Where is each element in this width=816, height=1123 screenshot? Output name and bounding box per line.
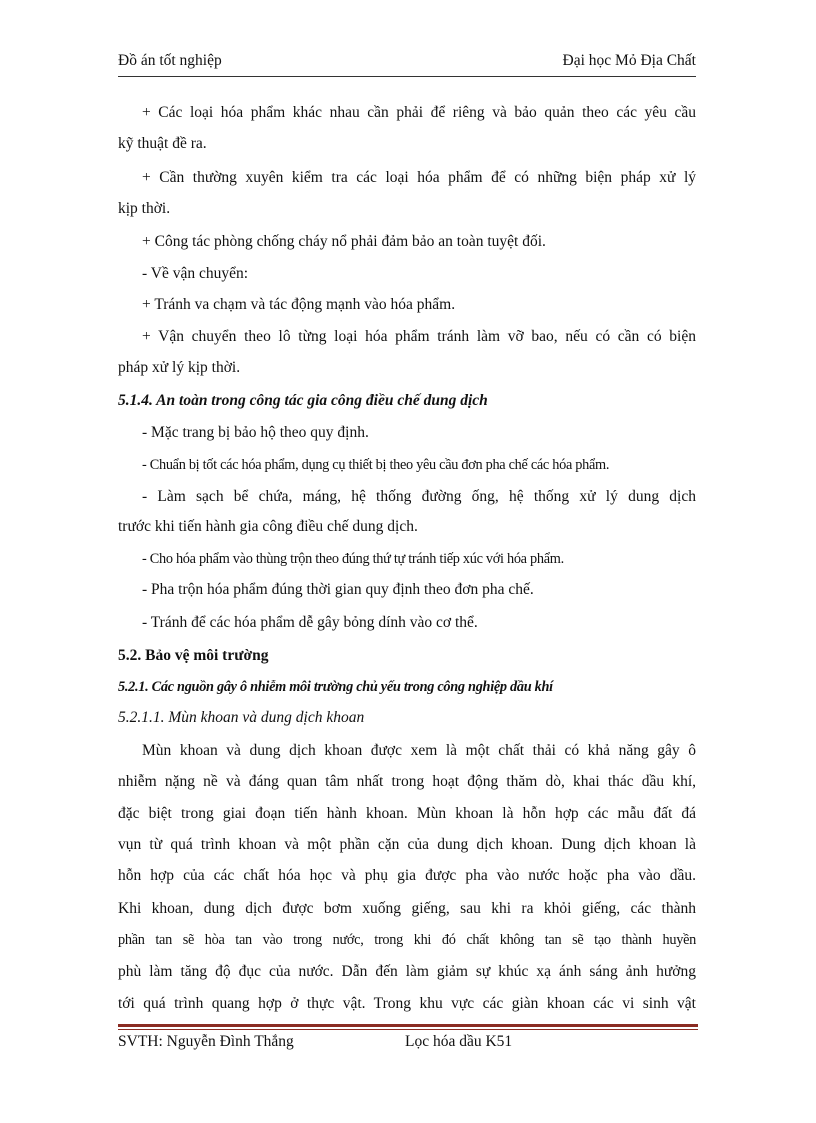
section-heading-5-2-1: 5.2.1. Các nguồn gây ô nhiễm môi trường chủ yếu trong công nghiệp dầu khí [118, 679, 553, 695]
header-university: Đại học Mỏ Địa Chất [562, 52, 696, 69]
paragraph-line: + Các loại hóa phẩm khác nhau cần phải để riêng và bảo quản theo các yêu cầu [142, 104, 696, 121]
section-heading-5-2-1-1: 5.2.1.1. Mùn khoan và dung dịch khoan [118, 709, 365, 726]
paragraph-line: kịp thời. [118, 200, 171, 217]
footer-rule-thin [118, 1029, 698, 1030]
paragraph-line: tới quá trình quang hợp ở thực vật. Trong khu vực các giàn khoan các vi sinh vật [118, 995, 696, 1012]
paragraph-line: đặc biệt trong giai đoạn tiến hành khoan. Mùn khoan là hỗn hợp các mẫu đất đá [118, 805, 696, 822]
paragraph-line: - Mặc trang bị bảo hộ theo quy định. [142, 424, 369, 441]
paragraph-line: Khi khoan, dung dịch được bơm xuống giếng, sau khi ra khỏi giếng, các thành [118, 900, 696, 917]
paragraph-line: hỗn hợp của các chất hóa học và phụ gia được pha vào nước hoặc pha vào dầu. [118, 867, 696, 884]
paragraph-line: - Chuẩn bị tốt các hóa phẩm, dụng cụ thiết bị theo yêu cầu đơn pha chế các hóa phẩm. [142, 457, 610, 473]
paragraph-line: pháp xử lý kịp thời. [118, 359, 241, 376]
section-heading-5-2: 5.2. Bảo vệ môi trường [118, 647, 269, 664]
paragraph-line: vụn từ quá trình khoan và một phần cặn của dung dịch khoan. Dung dịch khoan là [118, 836, 696, 853]
page-header [118, 52, 696, 76]
paragraph-line: phần tan sẽ hòa tan vào trong nước, trong khi đó chất không tan sẽ tạo thành huyền [118, 932, 696, 948]
paragraph-line: + Cần thường xuyên kiểm tra các loại hóa phẩm để có những biện pháp xử lý [142, 169, 696, 186]
header-thesis-label: Đồ án tốt nghiệp [118, 52, 222, 69]
paragraph-line: + Vận chuyển theo lô từng loại hóa phẩm tránh làm vỡ bao, nếu có cần có biện [142, 328, 696, 345]
footer-rule-thick [118, 1024, 698, 1027]
paragraph-line: nhiễm nặng nề và đáng quan tâm nhất trong hoạt động thăm dò, khai thác dầu khí, [118, 773, 696, 790]
section-heading-5-1-4: 5.1.4. An toàn trong công tác gia công điều chế dung dịch [118, 392, 488, 409]
paragraph-line: trước khi tiến hành gia công điều chế dung dịch. [118, 518, 418, 535]
paragraph-line: - Tránh để các hóa phẩm dễ gây bỏng dính vào cơ thể. [142, 614, 478, 631]
footer-student: SVTH: Nguyễn Đình Thắng [118, 1033, 294, 1050]
paragraph-line: Mùn khoan và dung dịch khoan được xem là một chất thải có khả năng gây ô [142, 742, 696, 759]
paragraph-line: - Cho hóa phẩm vào thùng trộn theo đúng thứ tự tránh tiếp xúc với hóa phẩm. [142, 551, 564, 567]
paragraph-line: kỹ thuật đề ra. [118, 135, 207, 152]
paragraph-line: + Tránh va chạm và tác động mạnh vào hóa phẩm. [142, 296, 456, 313]
paragraph-line: phù làm tăng độ đục của nước. Dẫn đến làm giảm sự khúc xạ ánh sáng ảnh hưởng [118, 963, 696, 980]
footer-class: Lọc hóa dầu K51 [405, 1033, 513, 1050]
paragraph-line: - Pha trộn hóa phẩm đúng thời gian quy định theo đơn pha chế. [142, 581, 534, 598]
header-rule [118, 76, 696, 77]
paragraph-line: - Làm sạch bể chứa, máng, hệ thống đường ống, hệ thống xử lý dung dịch [142, 488, 696, 505]
paragraph-line: - Về vận chuyển: [142, 265, 249, 282]
paragraph-line: + Công tác phòng chống cháy nổ phải đảm bảo an toàn tuyệt đối. [142, 233, 546, 250]
